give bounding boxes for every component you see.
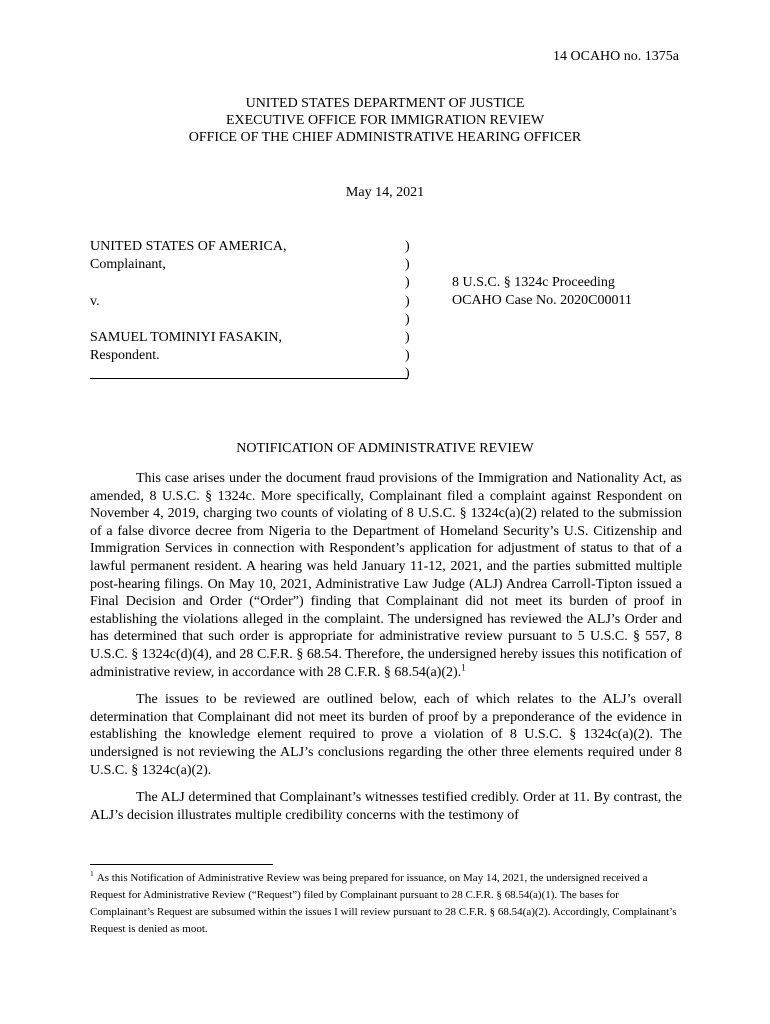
caption-paren: ) [405, 311, 410, 327]
document-body [90, 470, 682, 834]
document-title: NOTIFICATION OF ADMINISTRATIVE REVIEW [236, 441, 534, 456]
document-date: May 14, 2021 [345, 185, 425, 200]
agency-line-ocaho: OFFICE OF THE CHIEF ADMINISTRATIVE HEARING OFFICER [188, 130, 582, 145]
caption-paren: ) [405, 257, 410, 273]
agency-line-department: UNITED STATES DEPARTMENT OF JUSTICE [245, 96, 525, 111]
caption-paren: ) [405, 348, 410, 364]
caption-parentheses [405, 238, 417, 384]
agency-line-eoir: EXECUTIVE OFFICE FOR IMMIGRATION REVIEW [225, 113, 545, 128]
document-number: 14 OCAHO no. 1375a [553, 49, 679, 64]
respondent-name: SAMUEL TOMINIYI FASAKIN, [90, 329, 282, 345]
versus: v. [90, 293, 100, 309]
agency-header [0, 95, 770, 146]
paragraph-2: The issues to be reviewed are outlined below, each of which relates to the ALJ’s overall determination that Complainant did not meet its burden of proof by a preponderance of the evidence in establishing the knowledge element required to prove a violation of 8 U.S.C. § 1324c(a)(2). The undersigned is not reviewing the ALJ’s conclusions regarding the other three elements required under 8 U.S.C. § 1324c(a)(2). [90, 692, 682, 778]
footnote-reference: 1 [461, 661, 466, 672]
complainant-name: UNITED STATES OF AMERICA, [90, 239, 287, 254]
proceeding-type: 8 U.S.C. § 1324c Proceeding [452, 275, 615, 290]
footnote-divider [90, 864, 273, 865]
footnote-mark: 1 [90, 869, 94, 879]
complainant-role: Complainant, [90, 257, 166, 273]
caption-parties [90, 238, 400, 365]
caption-underline [90, 378, 408, 379]
footnote-text: As this Notification of Administrative Review was being prepared for issuance, on May 14, 2021, the undersigned received a Request for Administrative Review (“Request”) filed by Complainant pursuant to 28 C.F.R. § 68.54(a)(1). The bases for Complainant’s Request are subsumed within the issues I will review pursuant to 28 C.F.R. § 68.54(a)(2). Accordingly, Complainant’s Request is denied as moot. [90, 872, 677, 935]
paragraph-3: The ALJ determined that Complainant’s witnesses testified credibly. Order at 11. By contrast, the ALJ’s decision illustrates multiple credibility concerns with the testimony of [90, 790, 682, 823]
caption-paren: ) [405, 239, 410, 254]
caption-paren: ) [405, 366, 410, 382]
paragraph-1: This case arises under the document fraud provisions of the Immigration and Nationality Act, as amended, 8 U.S.C. § 1324c. More specifically, Complainant filed a complaint against Respondent on November 4, 2019, charging two counts of violating of 8 U.S.C. § 1324c(a)(2) related to the submission of a false divorce decree from Nigeria to the Department of Homeland Security’s U.S. Citizenship and Immigration Services in connection with Respondent’s application for adjustment of status to that of a lawful permanent resident. A hearing was held January 11-12, 2021, and the parties submitted multiple post-hearing filings. On May 10, 2021, Administrative Law Judge (ALJ) Andrea Carroll-Tipton issued a Final Decision and Order (“Order”) finding that Complainant did not meet its burden of proof in establishing the violations alleged in the complaint. The undersigned has reviewed the ALJ’s Order and has determined that such order is appropriate for administrative review pursuant to 5 U.S.C. § 557, 8 U.S.C. § 1324c(d)(4), and 28 C.F.R. § 68.54. Therefore, the undersigned hereby issues this notification of administrative review, in accordance with 28 C.F.R. § 68.54(a)(2).$^1$ [90, 471, 682, 680]
respondent-role: Respondent. [90, 348, 160, 364]
footnote-1 [90, 870, 682, 938]
caption-case-info [452, 274, 632, 310]
caption-paren: ) [405, 275, 410, 291]
caption-paren: ) [405, 329, 410, 345]
case-number: OCAHO Case No. 2020C00011 [452, 293, 632, 309]
caption-paren: ) [405, 293, 410, 309]
